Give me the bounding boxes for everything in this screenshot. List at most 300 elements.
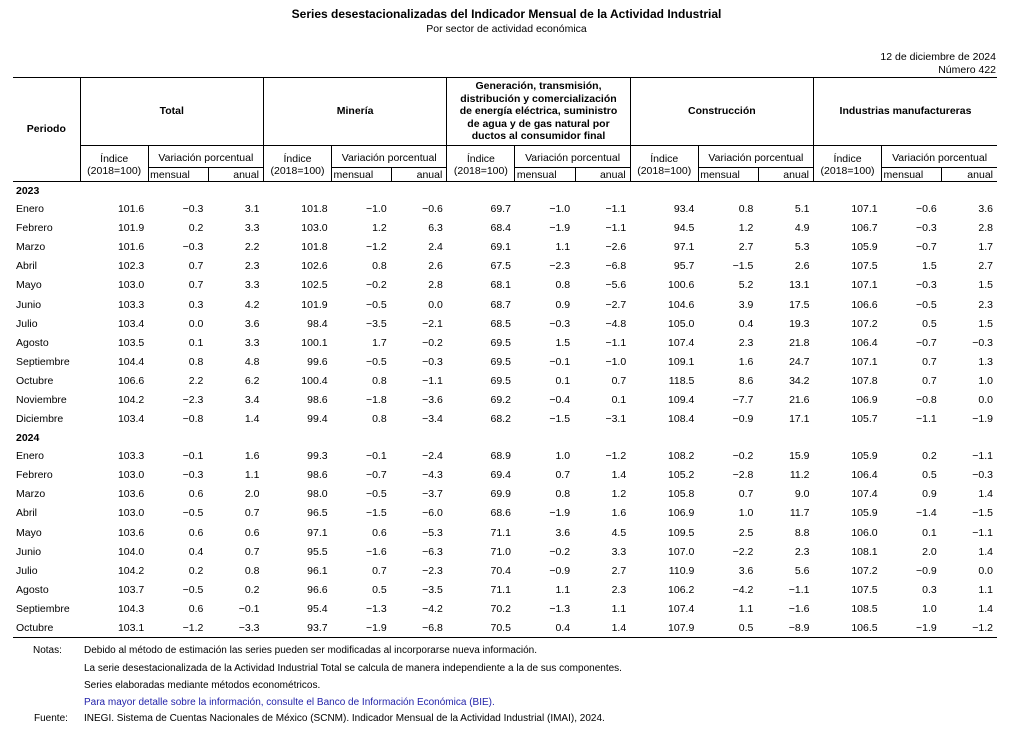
table-row — [13, 580, 997, 599]
annual-variation-cell: 13.1 — [789, 279, 810, 292]
sector-header-total: Total — [80, 78, 263, 146]
annual-variation-cell: 1.0 — [978, 374, 993, 387]
annual-variation-cell: 1.7 — [978, 241, 993, 254]
index-cell: 98.6 — [307, 393, 328, 406]
monthly-variation-cell: 1.5 — [555, 336, 571, 349]
monthly-variation-cell: 8.6 — [738, 374, 754, 387]
annual-variation-cell: 15.9 — [789, 450, 810, 463]
table-row — [13, 276, 997, 295]
annual-variation-cell: 1.4 — [575, 618, 630, 637]
annual-variation-cell: 6.2 — [244, 374, 260, 387]
monthly-variation-cell: −1.5 — [365, 507, 387, 520]
annual-variation-cell: 11.7 — [789, 507, 810, 520]
annual-variation-cell: 3.6 — [978, 203, 993, 216]
index-cell: 96.6 — [307, 583, 328, 596]
index-cell: 103.5 — [117, 336, 145, 349]
monthly-variation-cell: 2.7 — [738, 241, 754, 254]
index-cell: 103.3 — [117, 298, 145, 311]
monthly-variation-cell: 5.2 — [738, 279, 754, 292]
year-label: 2024 — [16, 431, 40, 444]
index-label: Índice — [833, 152, 862, 165]
index-cell: 97.1 — [673, 241, 695, 254]
monthly-variation-cell: −0.5 — [365, 298, 387, 311]
monthly-variation-cell: −0.5 — [365, 488, 387, 501]
index-cell: 68.1 — [490, 279, 511, 292]
annual-variation-cell: 1.2 — [611, 488, 627, 501]
index-cell: 68.4 — [490, 222, 511, 235]
index-cell: 99.4 — [307, 413, 328, 426]
monthly-variation-cell: −1.9 — [549, 507, 571, 520]
month-cell: Abril — [16, 260, 38, 273]
month-cell: Junio — [16, 545, 42, 558]
monthly-variation-cell: 0.2 — [188, 222, 204, 235]
index-cell: 107.2 — [851, 564, 878, 577]
sector-line: ductos al consumidor final — [471, 130, 606, 143]
release-date: 12 de diciembre de 2024 — [880, 51, 996, 63]
monthly-variation-cell: −0.9 — [916, 564, 937, 577]
annual-variation-cell: 2.3 — [794, 545, 810, 558]
monthly-variation-cell: 0.4 — [515, 618, 575, 637]
monthly-variation-cell: −1.2 — [148, 618, 208, 637]
annual-variation-cell: 0.7 — [244, 507, 260, 520]
table-row — [13, 466, 997, 485]
annual-variation-cell: −6.0 — [422, 507, 443, 520]
index-cell: 107.9 — [630, 618, 698, 637]
index-cell: 104.2 — [117, 393, 145, 406]
index-cell: 94.5 — [673, 222, 695, 235]
monthly-variation-cell: −1.1 — [916, 413, 937, 426]
monthly-variation-cell: 1.0 — [555, 450, 571, 463]
index-cell: 103.0 — [117, 469, 145, 482]
monthly-variation-cell: −1.3 — [549, 602, 571, 615]
annual-variation-cell: 1.1 — [244, 469, 260, 482]
month-cell: Marzo — [16, 241, 46, 254]
sector-line: Generación, transmisión, — [475, 80, 602, 93]
annual-variation-cell: −6.3 — [422, 545, 443, 558]
annual-variation-cell: 2.3 — [611, 583, 627, 596]
annual-variation-cell: 1.1 — [978, 583, 993, 596]
index-label: Índice — [466, 152, 495, 165]
monthly-variation-cell: 1.5 — [922, 260, 937, 273]
month-cell: Abril — [16, 507, 38, 520]
annual-variation-cell: 9.0 — [794, 488, 810, 501]
index-label: Índice — [100, 152, 129, 165]
index-cell: 103.7 — [117, 583, 145, 596]
index-cell: 101.9 — [117, 222, 145, 235]
monthly-variation-cell: −0.3 — [916, 279, 937, 292]
monthly-variation-cell: −2.2 — [732, 545, 754, 558]
index-label: Índice — [283, 152, 312, 165]
annual-variation-cell: 0.6 — [244, 526, 260, 539]
index-cell: 69.5 — [490, 374, 511, 387]
monthly-variation-cell: −0.3 — [549, 317, 571, 330]
month-cell: Agosto — [16, 583, 49, 596]
annual-variation-cell: −0.3 — [422, 355, 443, 368]
month-cell: Febrero — [16, 469, 53, 482]
release-number: Número 422 — [938, 64, 996, 76]
monthly-variation-cell: 0.2 — [188, 564, 204, 577]
annual-variation-cell: 2.8 — [428, 279, 443, 292]
month-cell: Julio — [16, 317, 38, 330]
sector-header-construccion: Construcción — [630, 78, 813, 146]
monthly-variation-cell: −2.3 — [182, 393, 204, 406]
month-cell: Marzo — [16, 488, 46, 501]
index-cell: 105.0 — [668, 317, 695, 330]
annual-variation-cell: 2.6 — [794, 260, 810, 273]
monthly-variation-cell: −0.8 — [916, 393, 937, 406]
month-cell: Enero — [16, 450, 45, 463]
annual-header: anual — [392, 168, 447, 182]
index-cell: 68.7 — [490, 298, 511, 311]
monthly-variation-cell: 2.0 — [922, 545, 937, 558]
notes-label: Notas: — [33, 645, 62, 656]
monthly-variation-cell: 1.6 — [738, 355, 754, 368]
annual-variation-cell: 34.2 — [789, 374, 810, 387]
annual-variation-cell: −3.3 — [208, 618, 263, 637]
period-header: Periodo — [13, 78, 80, 182]
monthly-variation-cell: −0.2 — [732, 450, 754, 463]
index-cell: 103.3 — [117, 450, 145, 463]
page-subtitle: Por sector de actividad económica — [426, 23, 587, 35]
index-cell: 106.5 — [814, 618, 882, 637]
index-base-label: (2018=100) — [453, 164, 508, 177]
index-cell: 99.6 — [307, 355, 328, 368]
annual-variation-cell: 21.8 — [789, 336, 810, 349]
monthly-variation-cell: −0.2 — [549, 545, 571, 558]
monthly-variation-cell: −4.2 — [732, 583, 754, 596]
index-cell: 106.2 — [668, 583, 695, 596]
annual-variation-cell: 2.3 — [978, 298, 993, 311]
index-header — [447, 146, 515, 182]
monthly-variation-cell: 0.1 — [922, 526, 937, 539]
month-cell: Diciembre — [16, 413, 64, 426]
monthly-header: mensual — [698, 168, 758, 182]
index-cell: 105.9 — [851, 507, 878, 520]
monthly-variation-cell: 1.7 — [372, 336, 387, 349]
annual-variation-cell: −1.2 — [942, 618, 997, 637]
index-cell: 95.7 — [673, 260, 695, 273]
index-header — [630, 146, 698, 182]
index-header — [80, 146, 148, 182]
annual-variation-cell: −0.2 — [422, 336, 443, 349]
index-cell: 71.1 — [490, 526, 511, 539]
annual-variation-cell: −3.5 — [422, 583, 443, 596]
index-cell: 107.4 — [668, 602, 695, 615]
table-row — [13, 599, 997, 618]
annual-header: anual — [942, 168, 997, 182]
index-base-label: (2018=100) — [87, 164, 142, 177]
annual-variation-cell: 5.3 — [794, 241, 810, 254]
annual-variation-cell: 0.0 — [978, 564, 993, 577]
monthly-variation-cell: 0.4 — [738, 317, 754, 330]
annual-variation-cell: 5.1 — [794, 203, 810, 216]
month-cell: Mayo — [16, 279, 42, 292]
monthly-variation-cell: 1.1 — [738, 602, 754, 615]
table-row — [13, 333, 997, 352]
monthly-variation-cell: 0.5 — [372, 583, 387, 596]
index-cell: 107.4 — [851, 488, 878, 501]
annual-variation-cell: 24.7 — [789, 355, 810, 368]
table-row — [13, 485, 997, 504]
annual-variation-cell: 19.3 — [789, 317, 810, 330]
sector-line: de agua y de gas natural por — [467, 117, 610, 130]
monthly-variation-cell: −0.3 — [182, 203, 204, 216]
annual-variation-cell: 5.6 — [794, 564, 810, 577]
annual-header: anual — [575, 168, 630, 182]
annual-variation-cell: 2.7 — [611, 564, 627, 577]
table-row — [13, 219, 997, 238]
monthly-variation-cell: 0.8 — [555, 279, 571, 292]
monthly-header: mensual — [148, 168, 208, 182]
monthly-variation-cell: −1.9 — [332, 618, 392, 637]
monthly-variation-cell: −1.0 — [365, 203, 387, 216]
annual-variation-cell: −3.4 — [422, 413, 443, 426]
index-cell: 103.4 — [117, 413, 145, 426]
bie-link[interactable]: Para mayor detalle sobre la información, consulte el Banco de Información Económica (BIE). — [84, 697, 495, 708]
monthly-variation-cell: 0.8 — [555, 488, 571, 501]
index-cell: 69.4 — [490, 469, 511, 482]
annual-variation-cell: 4.9 — [794, 222, 810, 235]
annual-variation-cell: −4.3 — [422, 469, 443, 482]
index-cell: 108.5 — [851, 602, 878, 615]
annual-variation-cell: 4.8 — [244, 355, 260, 368]
annual-variation-cell: 2.8 — [978, 222, 993, 235]
index-cell: 103.0 — [117, 507, 145, 520]
index-cell: 107.4 — [668, 336, 695, 349]
monthly-variation-cell: −1.9 — [882, 618, 942, 637]
index-cell: 98.6 — [307, 469, 328, 482]
monthly-variation-cell: 1.0 — [922, 602, 937, 615]
monthly-variation-cell: −0.1 — [365, 450, 387, 463]
index-cell: 108.2 — [668, 450, 695, 463]
monthly-variation-cell: 1.2 — [372, 222, 387, 235]
monthly-variation-cell: −1.6 — [365, 545, 387, 558]
monthly-variation-cell: 0.2 — [922, 450, 937, 463]
annual-variation-cell: 0.0 — [428, 298, 443, 311]
annual-variation-cell: 1.4 — [244, 413, 260, 426]
variation-header: Variación porcentual — [332, 146, 447, 168]
index-header — [814, 146, 882, 182]
monthly-variation-cell: −2.8 — [732, 469, 754, 482]
monthly-variation-cell: 0.3 — [922, 583, 937, 596]
index-cell: 107.1 — [851, 279, 878, 292]
annual-variation-cell: 1.5 — [978, 317, 993, 330]
index-base-label: (2018=100) — [270, 164, 325, 177]
annual-variation-cell: 11.2 — [789, 469, 810, 482]
table-row — [13, 447, 997, 466]
table-row — [13, 561, 997, 580]
annual-variation-cell: 3.1 — [244, 203, 260, 216]
index-cell: 102.5 — [301, 279, 328, 292]
monthly-variation-cell: −2.3 — [549, 260, 571, 273]
annual-variation-cell: −1.6 — [788, 602, 810, 615]
annual-variation-cell: 6.3 — [428, 222, 443, 235]
monthly-variation-cell: −1.8 — [365, 393, 387, 406]
month-cell: Julio — [16, 564, 38, 577]
monthly-variation-cell: 0.5 — [922, 317, 937, 330]
monthly-variation-cell: −1.3 — [365, 602, 387, 615]
annual-variation-cell: −8.9 — [758, 618, 813, 637]
index-cell: 109.1 — [668, 355, 695, 368]
monthly-variation-cell: 0.9 — [922, 488, 937, 501]
annual-variation-cell: 0.7 — [611, 374, 627, 387]
monthly-variation-cell: 0.6 — [188, 602, 204, 615]
monthly-variation-cell: 0.1 — [555, 374, 571, 387]
monthly-variation-cell: 0.7 — [372, 564, 387, 577]
index-cell: 109.4 — [668, 393, 695, 406]
index-cell: 105.7 — [851, 413, 878, 426]
monthly-variation-cell: 0.8 — [372, 260, 387, 273]
monthly-variation-cell: 0.8 — [372, 374, 387, 387]
index-cell: 99.3 — [307, 450, 328, 463]
monthly-variation-cell: −1.0 — [549, 203, 571, 216]
index-cell: 107.0 — [668, 545, 695, 558]
index-cell: 104.0 — [117, 545, 145, 558]
monthly-variation-cell: −1.4 — [916, 507, 937, 520]
annual-variation-cell: 3.4 — [244, 393, 260, 406]
annual-variation-cell: 1.1 — [611, 602, 627, 615]
month-cell: Octubre — [16, 374, 54, 387]
annual-variation-cell: −4.2 — [422, 602, 443, 615]
monthly-variation-cell: 0.8 — [372, 413, 387, 426]
index-cell: 70.5 — [447, 618, 515, 637]
monthly-header: mensual — [882, 168, 942, 182]
sector-header-manufactureras: Industrias manufactureras — [814, 78, 998, 146]
index-cell: 106.4 — [851, 469, 878, 482]
index-cell: 68.2 — [490, 413, 511, 426]
index-cell: 68.9 — [490, 450, 511, 463]
annual-variation-cell: −2.6 — [605, 241, 627, 254]
table-row — [13, 257, 997, 276]
index-label: Índice — [650, 152, 679, 165]
index-cell: 103.0 — [117, 279, 145, 292]
month-cell: Septiembre — [16, 355, 70, 368]
monthly-variation-cell: 0.5 — [922, 469, 937, 482]
index-cell: 106.9 — [851, 393, 878, 406]
index-cell: 101.8 — [301, 203, 328, 216]
annual-variation-cell: 1.6 — [244, 450, 260, 463]
monthly-variation-cell: 3.6 — [738, 564, 754, 577]
annual-variation-cell: 2.2 — [244, 241, 260, 254]
data-table — [13, 77, 997, 638]
month-cell: Noviembre — [16, 393, 67, 406]
annual-variation-cell: −1.2 — [605, 450, 627, 463]
annual-variation-cell: 0.8 — [244, 564, 260, 577]
table-row — [13, 523, 997, 542]
annual-variation-cell: 3.3 — [244, 336, 260, 349]
annual-variation-cell: −6.8 — [605, 260, 627, 273]
index-base-label: (2018=100) — [637, 164, 692, 177]
annual-variation-cell: 1.3 — [978, 355, 993, 368]
annual-header: anual — [208, 168, 263, 182]
annual-variation-cell: 1.4 — [978, 602, 993, 615]
month-cell: Junio — [16, 298, 42, 311]
index-cell: 98.0 — [307, 488, 328, 501]
index-cell: 100.4 — [301, 374, 328, 387]
index-cell: 105.9 — [851, 450, 878, 463]
index-cell: 110.9 — [668, 564, 695, 577]
monthly-variation-cell: −0.7 — [916, 241, 937, 254]
monthly-variation-cell: −0.5 — [182, 507, 204, 520]
annual-variation-cell: −2.1 — [422, 317, 443, 330]
annual-variation-cell: 1.4 — [978, 488, 993, 501]
index-cell: 69.5 — [490, 355, 511, 368]
monthly-variation-cell: −0.5 — [365, 355, 387, 368]
annual-variation-cell: 1.4 — [978, 545, 993, 558]
index-cell: 69.9 — [490, 488, 511, 501]
annual-variation-cell: −5.6 — [605, 279, 627, 292]
index-cell: 97.1 — [307, 526, 328, 539]
annual-variation-cell: 3.6 — [244, 317, 260, 330]
annual-variation-cell: −6.8 — [392, 618, 447, 637]
monthly-variation-cell: −0.3 — [182, 469, 204, 482]
annual-header: anual — [758, 168, 813, 182]
index-cell: 101.6 — [117, 203, 145, 216]
sector-line: de energía eléctrica, suministro — [459, 105, 618, 118]
index-cell: 109.5 — [668, 526, 695, 539]
variation-header: Variación porcentual — [515, 146, 630, 168]
monthly-variation-cell: −0.1 — [182, 450, 204, 463]
monthly-variation-cell: −0.7 — [916, 336, 937, 349]
table-row — [13, 390, 997, 409]
index-cell: 118.5 — [668, 374, 695, 387]
index-cell: 108.4 — [668, 413, 695, 426]
index-cell: 96.5 — [307, 507, 328, 520]
monthly-variation-cell: −0.4 — [549, 393, 571, 406]
note-line: Series elaboradas mediante métodos econométricos. — [84, 680, 321, 691]
index-cell: 102.6 — [301, 260, 328, 273]
index-cell: 107.5 — [851, 583, 878, 596]
sector-line: distribución y comercialización — [460, 92, 617, 105]
annual-variation-cell: 1.6 — [611, 507, 627, 520]
index-cell: 103.6 — [117, 488, 145, 501]
month-cell: Febrero — [16, 222, 53, 235]
annual-variation-cell: −0.1 — [238, 602, 260, 615]
annual-variation-cell: 0.7 — [244, 545, 260, 558]
year-row — [13, 182, 997, 200]
annual-variation-cell: −1.1 — [605, 203, 627, 216]
note-line: Debido al método de estimación las series pueden ser modificadas al incorporarse nueva información. — [84, 645, 538, 656]
annual-variation-cell: 2.6 — [428, 260, 443, 273]
monthly-variation-cell: 2.3 — [738, 336, 754, 349]
monthly-variation-cell: −1.9 — [549, 222, 571, 235]
monthly-variation-cell: −0.5 — [916, 298, 937, 311]
index-cell: 105.9 — [851, 241, 878, 254]
index-cell: 106.6 — [851, 298, 878, 311]
index-cell: 69.7 — [490, 203, 511, 216]
monthly-variation-cell: −1.2 — [365, 241, 387, 254]
annual-variation-cell: 4.5 — [611, 526, 627, 539]
monthly-variation-cell: 0.6 — [372, 526, 387, 539]
monthly-variation-cell: 0.4 — [188, 545, 204, 558]
annual-variation-cell: −1.1 — [422, 374, 443, 387]
monthly-variation-cell: −0.3 — [182, 241, 204, 254]
index-cell: 105.8 — [668, 488, 695, 501]
annual-variation-cell: −3.6 — [422, 393, 443, 406]
index-cell: 93.4 — [673, 203, 695, 216]
page-title: Series desestacionalizadas del Indicador Mensual de la Actividad Industrial — [291, 7, 722, 21]
index-cell: 100.1 — [301, 336, 328, 349]
annual-variation-cell: 3.3 — [244, 222, 260, 235]
index-cell: 103.4 — [117, 317, 145, 330]
table-row — [13, 238, 997, 257]
monthly-variation-cell: −0.7 — [365, 469, 387, 482]
annual-variation-cell: −5.3 — [422, 526, 443, 539]
month-cell: Septiembre — [16, 602, 70, 615]
index-cell: 70.4 — [490, 564, 511, 577]
variation-header: Variación porcentual — [148, 146, 263, 168]
monthly-variation-cell: 0.3 — [188, 298, 204, 311]
